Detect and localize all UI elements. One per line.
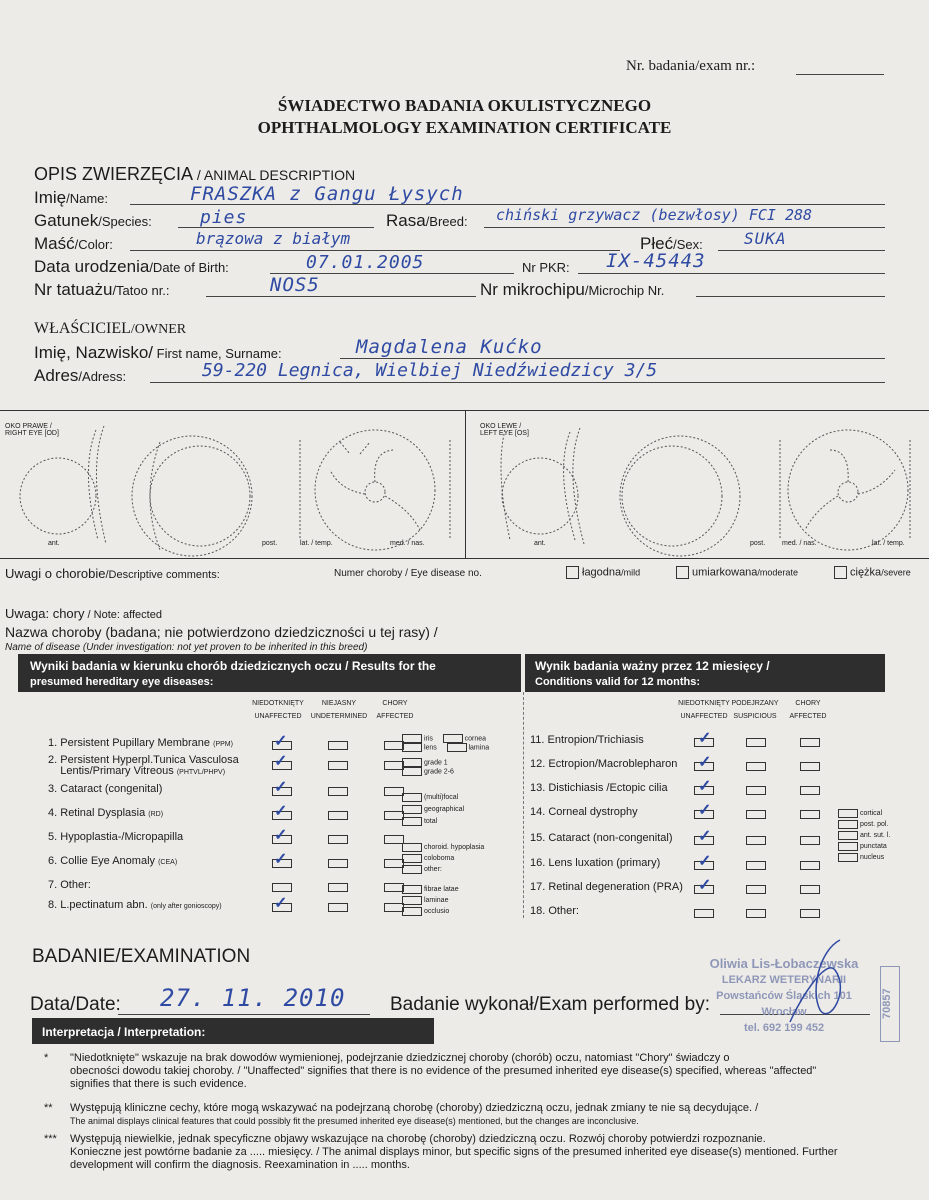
right-row-17-check-mark-icon: ✓ [698, 877, 712, 894]
left-row-1-checkbox-affected[interactable] [384, 741, 404, 750]
left-row-6: 6. Collie Eye Anomaly (CEA) [48, 855, 178, 867]
left-eye-fundus-icon [788, 430, 908, 550]
interpretation-item-2: ** Występują kliniczne cechy, które mogą wskazywać na podejrzaną chorobę (choroby) dziedziczną oczu, jednak zmiany te nie są decydujące. / The animal displays clinical features that could possibly fit the presumed inherited eye disease(s) mentioned, but the changes are inconclusive. [44, 1102, 759, 1126]
moderate-label-pl: umiarkowana [692, 566, 758, 579]
left-row-4-checkbox-affected[interactable] [384, 811, 404, 820]
right-row-15-check-mark-icon: ✓ [698, 828, 712, 845]
right-row-14-checkbox-suspicious[interactable] [746, 810, 766, 819]
left-row-2-checkbox-affected[interactable] [384, 761, 404, 770]
right-col-unaffected [676, 700, 732, 720]
sub-box[interactable] [443, 734, 463, 743]
left-eye-lid-icon [501, 430, 510, 540]
animal-heading [34, 164, 355, 185]
left-col-undetermined-pl: NIEJASNY [321, 700, 357, 707]
comments-label-en: /Descriptive comments: [105, 569, 220, 581]
owner-name-label-pl: Imię, Nazwisko/ [34, 343, 154, 362]
sub-r2: grade 1 grade 2-6 [402, 758, 454, 776]
left-row-7-checkbox-affected[interactable] [384, 883, 404, 892]
right-eye-fundus-icon [315, 430, 435, 550]
right-row-11-check-mark-icon: ✓ [698, 730, 712, 747]
right-row-17-checkbox-suspicious[interactable] [746, 885, 766, 894]
exam-number-line [796, 74, 884, 75]
right-row-13-check-mark-icon: ✓ [698, 778, 712, 795]
note-affected-pl: Uwaga: chory [5, 606, 85, 621]
right-row-16: 16. Lens luxation (primary) [530, 857, 661, 869]
right-row-15-checkbox-suspicious[interactable] [746, 836, 766, 845]
stamp-address: Powstańców Śląskich 101 [716, 990, 852, 1002]
species-value: pies [200, 207, 248, 228]
owner-address-value: 59-220 Legnica, Wielbiej Niedźwiedzicy 3/5 [202, 360, 658, 381]
color-line [130, 250, 620, 251]
right-row-16-checkbox-affected[interactable] [800, 861, 820, 870]
right-col-affected-pl: CHORY [795, 700, 821, 707]
right-col-unaffected-pl: NIEDOTKNIĘTY [678, 700, 730, 707]
owner-address-label-pl: Adres [34, 366, 79, 385]
right-row-14-checkbox-affected[interactable] [800, 810, 820, 819]
date-line [118, 1014, 370, 1015]
sub-box[interactable] [402, 907, 422, 916]
sub-r8: fibrae latae laminae occlusio [402, 884, 459, 917]
tattoo-label [34, 280, 170, 300]
left-row-8-check-mark-icon: ✓ [274, 895, 288, 912]
interpretation-item-1: * "Niedotknięte" wskazuje na brak dowodów wymienionej, podejrzanie dziedzicznej choroby (chorób) oczu, natomiast "Chory" świadczy o obecności dowodu takiej choroby. / "Unaffected" signifies that there is no evidence of the presumed inherited eye disease(s) specified, whereas "affected" signifies that there is such evidence. [44, 1052, 817, 1090]
sub-box[interactable] [402, 734, 422, 743]
left-row-1: 1. Persistent Pupillary Membrane (PPM) [48, 737, 233, 749]
left-row-5: 5. Hypoplastia-/Micropapilla [48, 831, 184, 843]
sub-r1: iris cornea lens lamina [402, 734, 489, 752]
exam-number-label: Nr. badania/exam nr.: [626, 58, 756, 74]
left-row-8-checkbox-affected[interactable] [384, 903, 404, 912]
right-row-17-checkbox-affected[interactable] [800, 885, 820, 894]
mild-label-en: /mild [621, 567, 641, 578]
left-col-affected [370, 700, 420, 720]
owner-heading [34, 320, 186, 338]
dob-value: 07.01.2005 [306, 252, 425, 273]
owner-address-line [150, 382, 885, 383]
sub-box[interactable] [838, 831, 858, 840]
severe-checkbox[interactable] [834, 566, 847, 579]
left-row-4-checkbox-undetermined[interactable] [328, 811, 348, 820]
left-eye-label-en: LEFT EYE [OS] [480, 430, 529, 437]
left-row-4-check-mark-icon: ✓ [274, 803, 288, 820]
owner-name-label-en: First name, Surname: [153, 346, 282, 361]
right-col-affected [786, 700, 830, 720]
right-eye-anterior-icon [20, 458, 96, 534]
breed-label [386, 211, 468, 231]
left-row-7-checkbox-undetermined[interactable] [328, 883, 348, 892]
left-row-3: 3. Cataract (congenital) [48, 783, 163, 795]
species-label-en: /Species: [98, 214, 152, 229]
right-table-header [525, 654, 885, 692]
pkr-label: Nr PKR: [522, 260, 570, 275]
name-label-en: /Name: [66, 191, 109, 206]
right-row-13: 13. Distichiasis /Ectopic cilia [530, 782, 668, 794]
right-row-14-check-mark-icon: ✓ [698, 802, 712, 819]
comments-label [5, 566, 220, 581]
mild-option[interactable] [566, 566, 640, 579]
left-col-affected-en: AFFECTED [376, 713, 414, 720]
sub-box[interactable] [402, 767, 422, 776]
examination-heading: BADANIE/EXAMINATION [32, 946, 251, 967]
left-row-4: 4. Retinal Dysplasia (RD) [48, 807, 164, 819]
left-row-6-checkbox-affected[interactable] [384, 859, 404, 868]
sub-box[interactable] [838, 853, 858, 862]
right-col-suspicious-pl: PODEJRZANY [731, 700, 779, 707]
date-value: 27. 11. 2010 [160, 984, 346, 1012]
sub-box[interactable] [402, 805, 422, 814]
dob-label-en: /Date of Birth: [149, 260, 229, 275]
moderate-label-en: /moderate [757, 567, 798, 578]
sex-label-pl: Płeć [640, 234, 674, 253]
severe-option[interactable] [834, 566, 911, 579]
owner-name-value: Magdalena Kućko [356, 336, 543, 358]
left-row-8: 8. L.pectinatum abn. (only after gonioscopy) [48, 899, 222, 911]
stamp-title: LEKARZ WETERYNARII [721, 974, 847, 986]
stamp-name: Oliwia Lis-Łobaczewska [709, 956, 859, 971]
sub-box[interactable] [402, 885, 422, 894]
color-label-en: /Color: [74, 237, 113, 252]
color-label-pl: Maść [34, 234, 75, 253]
interpretation-heading: Interpretacja / Interpretation: [32, 1018, 434, 1044]
owner-heading-pl: WŁAŚCICIEL [34, 320, 131, 337]
left-row-5-checkbox-undetermined[interactable] [328, 835, 348, 844]
right-table-header-1: Wynik badania ważny przez 12 miesięcy / [535, 659, 770, 673]
right-row-18-checkbox-suspicious[interactable] [746, 909, 766, 918]
right-col-affected-en: AFFECTED [789, 713, 827, 720]
left-row-2-checkbox-undetermined[interactable] [328, 761, 348, 770]
left-eye-post-label: post. [750, 540, 766, 547]
pkr-line [578, 273, 885, 274]
sub-box[interactable] [402, 843, 422, 852]
left-col-unaffected-en: UNAFFECTED [254, 713, 302, 720]
performed-by-label: Badanie wykonał/Exam performed by: [390, 994, 710, 1015]
sub-box[interactable] [402, 743, 422, 752]
sub-r4: (multi)focal geographical total [402, 792, 464, 828]
stamp-tel: tel. 692 199 452 [743, 1022, 825, 1034]
pkr-value: IX-45443 [606, 250, 706, 272]
right-row-11-checkbox-suspicious[interactable] [746, 738, 766, 747]
note-affected [5, 606, 162, 621]
right-row-11: 11. Entropion/Trichiasis [530, 734, 644, 746]
left-eye-anterior-icon [502, 458, 578, 534]
title-polish: ŚWIADECTWO BADANIA OKULISTYCZNEGO [277, 96, 652, 115]
right-eye-lid-icon [88, 430, 98, 540]
left-row-1-checkbox-undetermined[interactable] [328, 741, 348, 750]
cataract-subs: cortical post. pol. ant. sut. l. punctata nucleus [838, 808, 890, 863]
moderate-option[interactable] [676, 566, 798, 579]
chip-label-pl: Nr mikrochipu [480, 280, 585, 299]
dob-label [34, 257, 229, 277]
left-eye-ant-label: ant. [534, 540, 546, 547]
right-row-15: 15. Cataract (non-congenital) [530, 832, 673, 844]
left-col-undetermined-en: UNDETERMINED [310, 713, 368, 720]
sex-label-en: /Sex: [673, 237, 703, 252]
right-row-13-checkbox-affected[interactable] [800, 786, 820, 795]
left-col-unaffected [248, 700, 308, 720]
severe-label-pl: ciężka [850, 566, 882, 579]
right-eye-med-label: med. / nas. [390, 540, 425, 547]
right-col-suspicious-en: SUSPICIOUS [733, 713, 777, 720]
left-eye-med-label: med. / nas. [782, 540, 817, 547]
disease-name-label-en: Name of disease (Under investigation: not yet proven to be inherited in this breed) [5, 642, 368, 653]
sub-r6: choroid. hypoplasia coloboma other: [402, 842, 484, 875]
left-eye-lat-label: lat. / temp. [872, 540, 905, 547]
right-row-14: 14. Corneal dystrophy [530, 806, 638, 818]
right-row-15-checkbox-affected[interactable] [800, 836, 820, 845]
right-table-header-2: Conditions valid for 12 months: [535, 676, 701, 688]
left-row-5-check-mark-icon: ✓ [274, 827, 288, 844]
right-eye-label-pl: OKO PRAWE / [5, 423, 52, 430]
interpretation-item-3: *** Występują niewielkie, jednak specyficzne objawy wskazujące na chorobę (choroby) dziedziczną oczu. Rozwój choroby potwierdzi rozpoznanie. Konieczne jest powtórne badanie za ..... miesięcy. / The animal displays minor, but specific signs of the presumed inherited eye disease(s) mentioned. Further development will confirm the diagnosis. Reexamination in ..... months. [44, 1133, 838, 1171]
species-label [34, 211, 152, 231]
right-eye-lat-label: lat. / temp. [300, 540, 333, 547]
table-divider [523, 692, 524, 918]
sub-box[interactable] [838, 820, 858, 829]
tattoo-label-en: /Tatoo nr.: [112, 283, 170, 298]
sub-box[interactable] [402, 758, 422, 767]
left-row-8-checkbox-undetermined[interactable] [328, 903, 348, 912]
right-row-16-checkbox-suspicious[interactable] [746, 861, 766, 870]
date-label: Data/Date: [30, 994, 121, 1015]
owner-address-label-en: /Adress: [78, 369, 127, 384]
left-col-affected-pl: CHORY [382, 700, 408, 707]
name-label [34, 188, 108, 208]
signature-icon [780, 930, 870, 1030]
left-row-3-checkbox-undetermined[interactable] [328, 787, 348, 796]
right-row-16-check-mark-icon: ✓ [698, 853, 712, 870]
tattoo-line [206, 296, 476, 297]
disease-name-label: Nazwa choroby (badana; nie potwierdzono dziedziczności u tej rasy) / [5, 624, 438, 640]
right-row-12-check-mark-icon: ✓ [698, 754, 712, 771]
comments-label-pl: Uwagi o chorobie [5, 566, 106, 581]
sub-box[interactable] [838, 809, 858, 818]
sub-box[interactable] [402, 896, 422, 905]
chip-line [696, 296, 885, 297]
right-eye-label-en: RIGHT EYE [OD] [5, 430, 59, 437]
left-row-6-check-mark-icon: ✓ [274, 851, 288, 868]
left-row-5-checkbox-affected[interactable] [384, 835, 404, 844]
sub-box[interactable] [402, 854, 422, 863]
sub-box[interactable] [838, 842, 858, 851]
right-row-17: 17. Retinal degeneration (PRA) [530, 881, 683, 893]
mild-label-pl: łagodna [582, 566, 622, 579]
left-table-header [18, 654, 521, 692]
tattoo-label-pl: Nr tatuażu [34, 280, 113, 299]
animal-name-value: FRASZKA z Gangu Łysych [190, 183, 464, 205]
left-table-header-2: presumed hereditary eye diseases: [30, 676, 214, 688]
right-eye-post-label: post. [262, 540, 278, 547]
right-row-18: 18. Other: [530, 905, 579, 917]
disease-number-label: Numer choroby / Eye disease no. [334, 568, 482, 579]
sub-box[interactable] [402, 793, 422, 802]
owner-address-label [34, 366, 126, 386]
mild-checkbox[interactable] [566, 566, 579, 579]
right-col-unaffected-en: UNAFFECTED [680, 713, 728, 720]
sub-box[interactable] [402, 817, 422, 826]
breed-label-en: /Breed: [425, 214, 468, 229]
title-english: OPHTHALMOLOGY EXAMINATION CERTIFICATE [257, 118, 672, 137]
left-row-2: 2. Persistent Hyperpl.Tunica Vasculosa Lentis/Primary Vitreous (PHTVL/PHPV) [48, 754, 239, 777]
chip-label-en: /Microchip Nr. [584, 283, 665, 298]
right-row-12-checkbox-suspicious[interactable] [746, 762, 766, 771]
species-label-pl: Gatunek [34, 211, 99, 230]
right-row-12-checkbox-affected[interactable] [800, 762, 820, 771]
tattoo-value: NOS5 [270, 274, 320, 296]
left-col-unaffected-pl: NIEDOTKNIĘTY [252, 700, 304, 707]
left-row-7-checkbox-unaffected[interactable] [272, 883, 292, 892]
right-row-18-checkbox-affected[interactable] [800, 909, 820, 918]
owner-heading-en: /OWNER [130, 322, 187, 337]
animal-heading-pl: OPIS ZWIERZĘCIA [34, 164, 194, 184]
sub-box[interactable] [402, 865, 422, 874]
left-row-2-check-mark-icon: ✓ [274, 753, 288, 770]
sex-value: SUKA [744, 229, 787, 248]
color-value: brązowa z białym [196, 229, 351, 248]
left-row-3-checkbox-affected[interactable] [384, 787, 404, 796]
right-col-suspicious [730, 700, 780, 720]
left-col-undetermined [306, 700, 372, 720]
left-row-6-checkbox-undetermined[interactable] [328, 859, 348, 868]
moderate-checkbox[interactable] [676, 566, 689, 579]
left-eye-label-pl: OKO LEWE / [480, 423, 522, 430]
right-row-13-checkbox-suspicious[interactable] [746, 786, 766, 795]
right-row-18-checkbox-unaffected[interactable] [694, 909, 714, 918]
left-row-7: 7. Other: [48, 879, 91, 891]
left-row-3-check-mark-icon: ✓ [274, 779, 288, 796]
owner-name-line [340, 358, 885, 359]
right-eye-ant-label: ant. [48, 540, 60, 547]
breed-label-pl: Rasa [386, 211, 426, 230]
severe-label-en: /severe [881, 567, 911, 578]
left-row-1-check-mark-icon: ✓ [274, 733, 288, 750]
eye-diagrams [0, 410, 929, 558]
stamp-number: 70857 [880, 966, 900, 1042]
breed-line [484, 227, 885, 228]
color-label [34, 234, 113, 254]
sub-box[interactable] [447, 743, 467, 752]
note-affected-en: / Note: affected [84, 609, 162, 621]
dob-label-pl: Data urodzenia [34, 257, 150, 276]
left-table-header-1: Wyniki badania w kierunku chorób dziedzicznych oczu / Results for the [30, 659, 436, 673]
right-row-12: 12. Ectropion/Macroblepharon [530, 758, 678, 770]
breed-value: chiński grzywacz (bezwłosy) FCI 288 [496, 206, 813, 224]
sex-line [718, 250, 885, 251]
animal-heading-en: / ANIMAL DESCRIPTION [193, 167, 356, 183]
chip-label [480, 280, 664, 300]
right-row-11-checkbox-affected[interactable] [800, 738, 820, 747]
name-label-pl: Imię [34, 188, 67, 207]
stamp-city: Wrocław [761, 1006, 807, 1018]
eye-section-bottom-rule [0, 558, 929, 559]
